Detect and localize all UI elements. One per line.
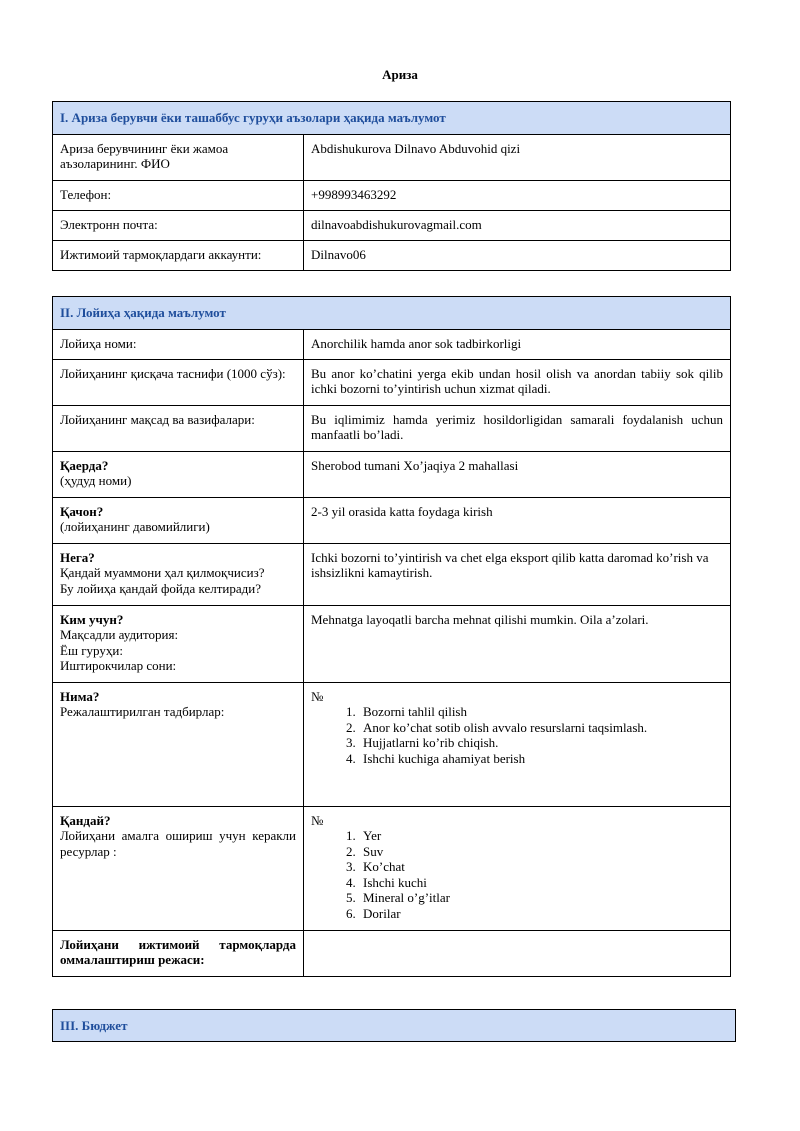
what-label-cell <box>53 682 304 806</box>
list-item: 4. Ishchi kuchiga ahamiyat berish <box>359 751 723 767</box>
list-item: 3. Ko’chat <box>359 859 723 875</box>
applicant-name-value: Abdishukurova Dilnavo Abduvohid qizi <box>304 134 731 180</box>
social-account-label: Ижтимоий тармоқлардаги аккаунти: <box>53 240 304 270</box>
phone-label: Телефон: <box>53 180 304 210</box>
why-question-1: Қандай муаммони ҳал қилмоқчисиз? <box>60 565 265 580</box>
project-summary-label: Лойиҳанинг қисқача таснифи (1000 сўз): <box>53 359 304 405</box>
planned-activities-list <box>311 704 723 766</box>
social-account-value: Dilnavo06 <box>304 240 731 270</box>
email-label: Электронн почта: <box>53 210 304 240</box>
resources-list <box>311 828 723 921</box>
project-name-value: Anorchilik hamda anor sok tadbirkorligi <box>304 329 731 359</box>
applicant-info-table <box>52 101 731 271</box>
why-label-cell <box>53 543 304 605</box>
project-goals-value: Bu iqlimimiz hamda yerimiz hosildorligidan samarali foydalanish uchun manfaatli bo’ladi. <box>304 405 731 451</box>
when-value: 2-3 yil orasida katta foydaga kirish <box>304 497 731 543</box>
section3-header: III. Бюджет <box>52 1009 736 1042</box>
what-number-mark: № <box>311 688 324 704</box>
list-item: 1. Bozorni tahlil qilish <box>359 704 723 720</box>
list-item: 3. Hujjatlarni ko’rib chiqish. <box>359 735 723 751</box>
list-item: 4. Ishchi kuchi <box>359 875 723 891</box>
applicant-name-label: Ариза берувчининг ёки жамоа аъзоларининг. ФИО <box>53 134 304 180</box>
when-label-cell <box>53 497 304 543</box>
why-title: Нега? <box>60 549 95 565</box>
why-question-2: Бу лойиҳа қандай фойда келтиради? <box>60 580 261 596</box>
how-value-cell <box>304 806 731 930</box>
project-summary-value: Bu anor ko’chatini yerga ekib undan hosil olish va anordan tabiiy sok qilib ichki bozorni to’yintirish uchun xizmat qiladi. <box>304 359 731 405</box>
where-subtitle: (ҳудуд номи) <box>60 473 132 488</box>
whom-participants: Иштирокчилар сони: <box>60 658 177 673</box>
social-plan-label: Лойиҳани ижтимоий тармоқларда оммалаштириш режаси: <box>53 930 304 976</box>
whom-label-cell <box>53 605 304 682</box>
how-number-mark: № <box>311 812 324 828</box>
list-item: 2. Anor ko’chat sotib olish avvalo resurslarni taqsimlash. <box>359 720 723 736</box>
list-item: 6. Dorilar <box>359 906 723 922</box>
what-subtitle: Режалаштирилган тадбирлар: <box>60 704 225 719</box>
project-info-table <box>52 296 731 977</box>
what-title: Нима? <box>60 688 100 704</box>
whom-audience: Мақсадли аудитория: <box>60 627 179 642</box>
section2-header: II. Лойиҳа ҳақида маълумот <box>53 297 731 330</box>
list-item: 2. Suv <box>359 844 723 860</box>
where-label-cell <box>53 451 304 497</box>
when-subtitle: (лойиҳанинг давомийлиги) <box>60 519 210 534</box>
what-value-cell <box>304 682 731 806</box>
where-value: Sherobod tumani Xo’jaqiya 2 mahallasi <box>304 451 731 497</box>
list-item: 1. Yer <box>359 828 723 844</box>
project-goals-label: Лойиҳанинг мақсад ва вазифалари: <box>53 405 304 451</box>
how-label-cell <box>53 806 304 930</box>
where-title: Қаерда? <box>60 457 109 473</box>
how-title: Қандай? <box>60 812 111 828</box>
list-item: 5. Mineral o’g’itlar <box>359 890 723 906</box>
section1-header: I. Ариза берувчи ёки ташаббус гуруҳи аъзолари ҳақида маълумот <box>53 102 731 135</box>
whom-age-group: Ёш гуруҳи: <box>60 642 123 658</box>
social-plan-value <box>304 930 731 976</box>
phone-value: +998993463292 <box>304 180 731 210</box>
how-subtitle: Лойиҳани амалга ошириш учун керакли ресурлар : <box>60 828 296 859</box>
whom-title: Ким учун? <box>60 611 124 627</box>
why-value: Ichki bozorni to’yintirish va chet elga eksport qilib katta daromad ko’rish va ishsizlikni kamaytirish. <box>304 543 731 605</box>
email-value: dilnavoabdishukurovagmail.com <box>304 210 731 240</box>
when-title: Қачон? <box>60 503 104 519</box>
project-name-label: Лойиҳа номи: <box>53 329 304 359</box>
document-title: Ариза <box>382 67 418 82</box>
whom-value: Mehnatga layoqatli barcha mehnat qilishi mumkin. Oila a’zolari. <box>304 605 731 682</box>
